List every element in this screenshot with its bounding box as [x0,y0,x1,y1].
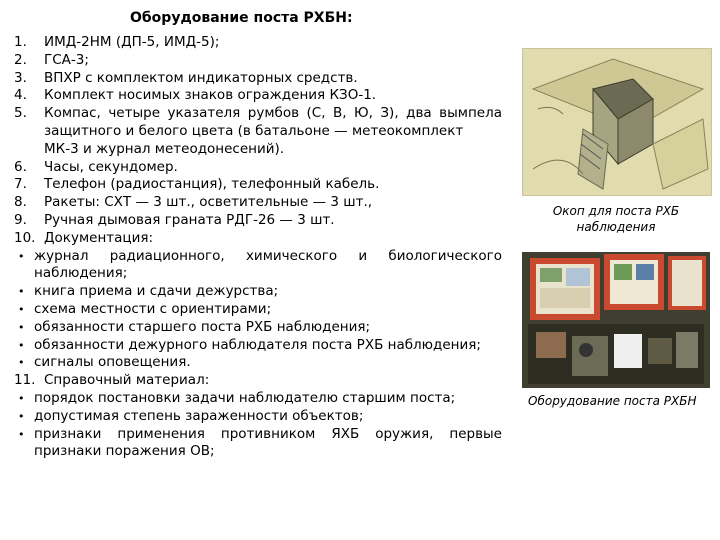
documentation-bullet: • журнал радиационного, химического и биологического наблюдения; [18,247,502,282]
list-item: 3. ВПХР с комплектом индикаторных средств. [14,69,358,86]
documentation-bullet: • сигналы оповещения. [18,354,191,371]
reference-bullet: • допустимая степень зараженности объектов; [18,407,364,424]
list-item: 11. Справочный материал: [14,372,210,389]
reference-bullet: • порядок постановки задачи наблюдателю старшим поста; [18,389,456,406]
documentation-bullet: • схема местности с ориентирами; [18,300,272,317]
list-item: 10. Документация: [14,229,154,246]
reference-bullet: • признаки применения противником ЯХБ оружия, первые признаки поражения ОВ; [18,425,502,460]
list-item: 6. Часы, секундомер. [14,158,178,175]
list-item: 7. Телефон (радиостанция), телефонный кабель. [14,176,380,193]
list-item: 5. Компас, четыре указателя румбов (С, В, Ю, З), два вымпела защитного и белого цвета (в батальоне — метеокомплект [14,105,502,139]
equipment-list [14,34,502,461]
list-item-continuation: МК-3 и журнал метеодонесений). [44,140,285,157]
list-item: 1. ИМД-2НМ (ДП-5, ИМД-5); [14,34,220,50]
list-item: 4. Комплект носимых знаков ограждения КЗО-1. [14,87,377,104]
equipment-caption: Оборудование поста РХБН [528,394,697,408]
equipment-photo [522,252,710,388]
documentation-bullet: • обязанности дежурного наблюдателя поста РХБ наблюдения; [18,336,481,353]
documentation-bullet: • книга приема и сдачи дежурства; [18,283,279,300]
slide-title: Оборудование поста РХБН: [130,10,353,26]
trench-illustration [522,48,712,196]
trench-caption: Окоп для поста РХБ наблюдения [552,204,680,234]
list-item: 2. ГСА-3; [14,51,89,68]
documentation-bullet: • обязанности старшего поста РХБ наблюдения; [18,318,371,335]
list-item: 8. Ракеты: СХТ — 3 шт., осветительные — 3 шт., [14,194,373,211]
list-item: 9. Ручная дымовая граната РДГ-26 — 3 шт. [14,211,335,228]
